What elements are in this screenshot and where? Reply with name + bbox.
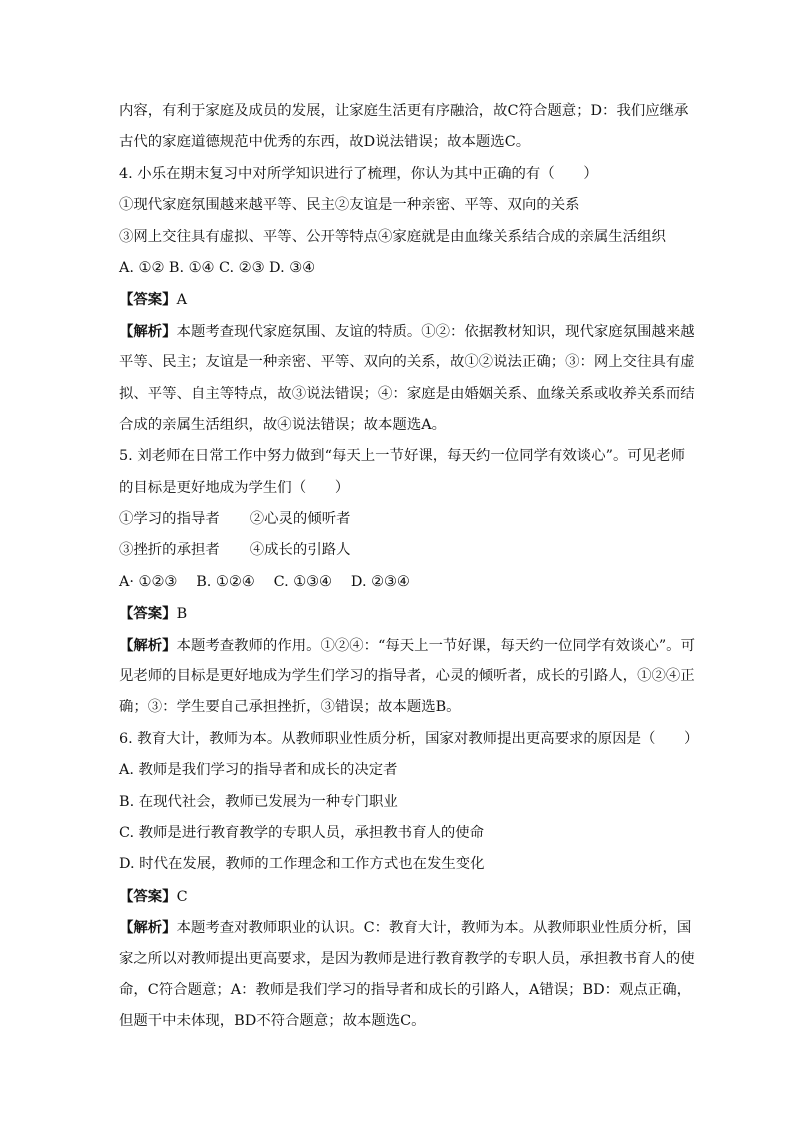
question-6-option-a: A. 教师是我们学习的指导者和成长的决定者 xyxy=(119,762,398,779)
intro-line-1: 内容，有利于家庭及成员的发展，让家庭生活更有序融洽，故C符合题意；D：我们应继承 xyxy=(119,103,689,119)
question-4-choices: A. ①② B. ①④ C. ②③ D. ③④ xyxy=(119,259,316,276)
question-5-analysis-1 xyxy=(119,630,695,661)
question-4-stem: 4. 小乐在期末复习中对所学知识进行了梳理，你认为其中正确的有（ ） xyxy=(119,165,598,182)
question-5-choices: A· ①②③ B. ①②④ C. ①③④ D. ②③④ xyxy=(119,573,410,590)
document-page xyxy=(119,96,699,1038)
analysis-text: 本题考查教师的作用。①②④：“每天上一节好课，每天约一位同学有效谈心”。可 xyxy=(176,637,695,654)
question-4-analysis-1 xyxy=(119,316,695,347)
question-4-analysis-3: 拟、平等、自主等特点，故③说法错误；④：家庭是由婚姻关系、血缘关系或收养关系而结 xyxy=(119,385,695,402)
question-5-answer xyxy=(119,598,685,629)
question-4-options-2: ③网上交往具有虚拟、平等、公开等特点④家庭就是由血缘关系结合成的亲属生活组织 xyxy=(119,228,666,245)
analysis-label: 【解析】 xyxy=(119,322,177,340)
analysis-text: 本题考查对教师职业的认识。C：教育大计，教师为本。从教师职业性质分析，国 xyxy=(176,920,692,937)
answer-value: A xyxy=(176,292,187,309)
option-2: ②心灵的倾听者 xyxy=(249,511,351,528)
answer-label: 【答案】 xyxy=(119,291,177,309)
question-6-option-c: C. 教师是进行教育教学的专职人员，承担教书育人的使命 xyxy=(119,824,485,841)
analysis-text: 本题考查现代家庭氛围、友谊的特质。①②：依据教材知识，现代家庭氛围越来越 xyxy=(176,323,695,340)
question-5-analysis-3: 确；③：学生要自己承担挫折，③错误；故本题选B。 xyxy=(119,699,461,716)
option-4: ④成长的引路人 xyxy=(249,542,351,559)
analysis-label: 【解析】 xyxy=(119,919,177,937)
answer-value: B xyxy=(176,606,188,623)
answer-label: 【答案】 xyxy=(119,887,177,905)
question-5-options-1 xyxy=(119,504,685,535)
question-4-options-1: ①现代家庭氛围越来越平等、民主②友谊是一种亲密、平等、双向的关系 xyxy=(119,197,580,214)
question-6-analysis-2: 家之所以对教师提出更高要求，是因为教师是进行教育教学的专职人员，承担教书育人的使 xyxy=(119,950,695,967)
question-4-analysis-4: 合成的亲属生活组织，故④说法错误；故本题选A。 xyxy=(119,416,446,433)
option-1: ①学习的指导者 xyxy=(119,511,220,528)
intro-line-2: 古代的家庭道德规范中优秀的东西，故D说法错误；故本题选C。 xyxy=(119,134,531,151)
question-6-analysis-3: 命，C符合题意；A：教师是我们学习的指导者和成长的引路人，A错误；BD：观点正确， xyxy=(119,981,691,998)
question-6-analysis-4: 但题干中未体现，BD不符合题意；故本题选C。 xyxy=(119,1013,426,1030)
question-5-options-2 xyxy=(119,535,685,566)
question-5-stem-2: 的目标是更好地成为学生们（ ） xyxy=(119,479,350,496)
answer-label: 【答案】 xyxy=(119,605,177,623)
answer-value: C xyxy=(176,888,188,905)
question-6-analysis-1 xyxy=(119,912,692,943)
question-5-stem-1: 5. 刘老师在日常工作中努力做到“每天上一节好课，每天约一位同学有效谈心”。可见老师 xyxy=(119,448,685,465)
question-6-option-b: B. 在现代社会，教师已发展为一种专门职业 xyxy=(119,793,398,810)
question-6-stem: 6. 教育大计，教师为本。从教师职业性质分析，国家对教师提出更高要求的原因是（ ） xyxy=(119,730,699,747)
analysis-label: 【解析】 xyxy=(119,636,177,654)
question-4-analysis-2: 平等、民主；友谊是一种亲密、平等、双向的关系，故①②说法正确；③：网上交往具有虚 xyxy=(119,354,695,371)
question-4-answer xyxy=(119,284,685,315)
option-3: ③挫折的承担者 xyxy=(119,542,220,559)
question-6-option-d: D. 时代在发展，教师的工作理念和工作方式也在发生变化 xyxy=(119,856,485,873)
question-5-analysis-2: 见老师的目标是更好地成为学生们学习的指导者，心灵的倾听者，成长的引路人，①②④正 xyxy=(119,668,695,685)
question-6-answer xyxy=(119,881,685,912)
